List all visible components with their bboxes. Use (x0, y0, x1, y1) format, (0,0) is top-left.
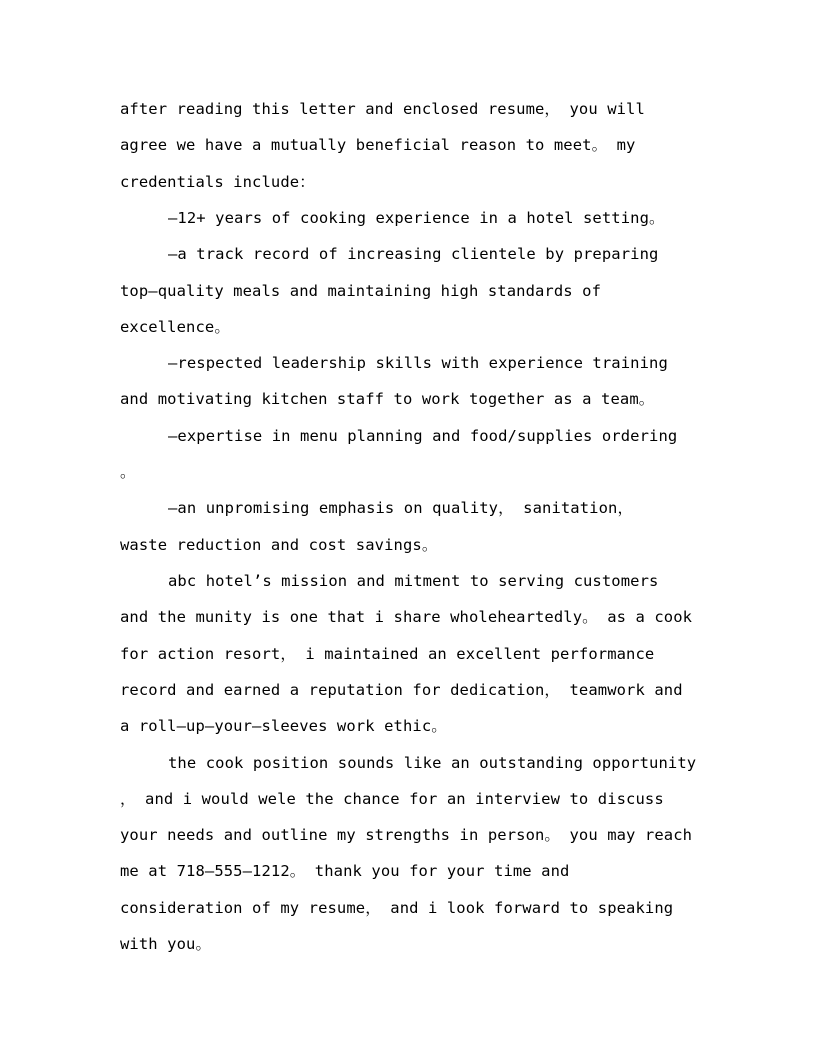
paragraph-start: abc hotel’s mission and mitment to serving customers (168, 572, 659, 590)
text-line: after reading this letter and enclosed resume， you will (120, 100, 645, 118)
paragraph-start: the cook position sounds like an outstanding opportunity (168, 754, 697, 772)
text-line: your needs and outline my strengths in person。 you may reach (120, 826, 693, 844)
text-line: with you。 (120, 935, 212, 953)
bullet-line: —an unpromising emphasis on quality， sanitation， (168, 499, 634, 517)
text-line: ， and i would wele the chance for an interview to discuss (120, 790, 664, 808)
bullet-line: —respected leadership skills with experience training (168, 354, 668, 372)
text-line: 。 (120, 463, 136, 481)
bullet-line: —12+ years of cooking experience in a hotel setting。 (168, 209, 665, 227)
bullet-line: —expertise in menu planning and food/supplies ordering (168, 427, 678, 445)
text-line: waste reduction and cost savings。 (120, 536, 438, 554)
text-line: agree we have a mutually beneficial reason to meet。 my (120, 136, 636, 154)
text-line: for action resort， i maintained an excellent performance (120, 645, 655, 663)
text-line: a roll—up—your—sleeves work ethic。 (120, 717, 447, 735)
text-line: me at 718—555—1212。 thank you for your time and (120, 862, 570, 880)
text-line: record and earned a reputation for dedication， teamwork and (120, 681, 683, 699)
text-line: credentials include： (120, 173, 315, 191)
text-line: and motivating kitchen staff to work together as a team。 (120, 390, 655, 408)
bullet-line: —a track record of increasing clientele by preparing (168, 245, 659, 263)
text-line: and the munity is one that i share wholeheartedly。 as a cook (120, 608, 693, 626)
text-line: consideration of my resume， and i look forward to speaking (120, 899, 674, 917)
text-line: excellence。 (120, 318, 230, 336)
text-line: top—quality meals and maintaining high standards of (120, 282, 602, 300)
